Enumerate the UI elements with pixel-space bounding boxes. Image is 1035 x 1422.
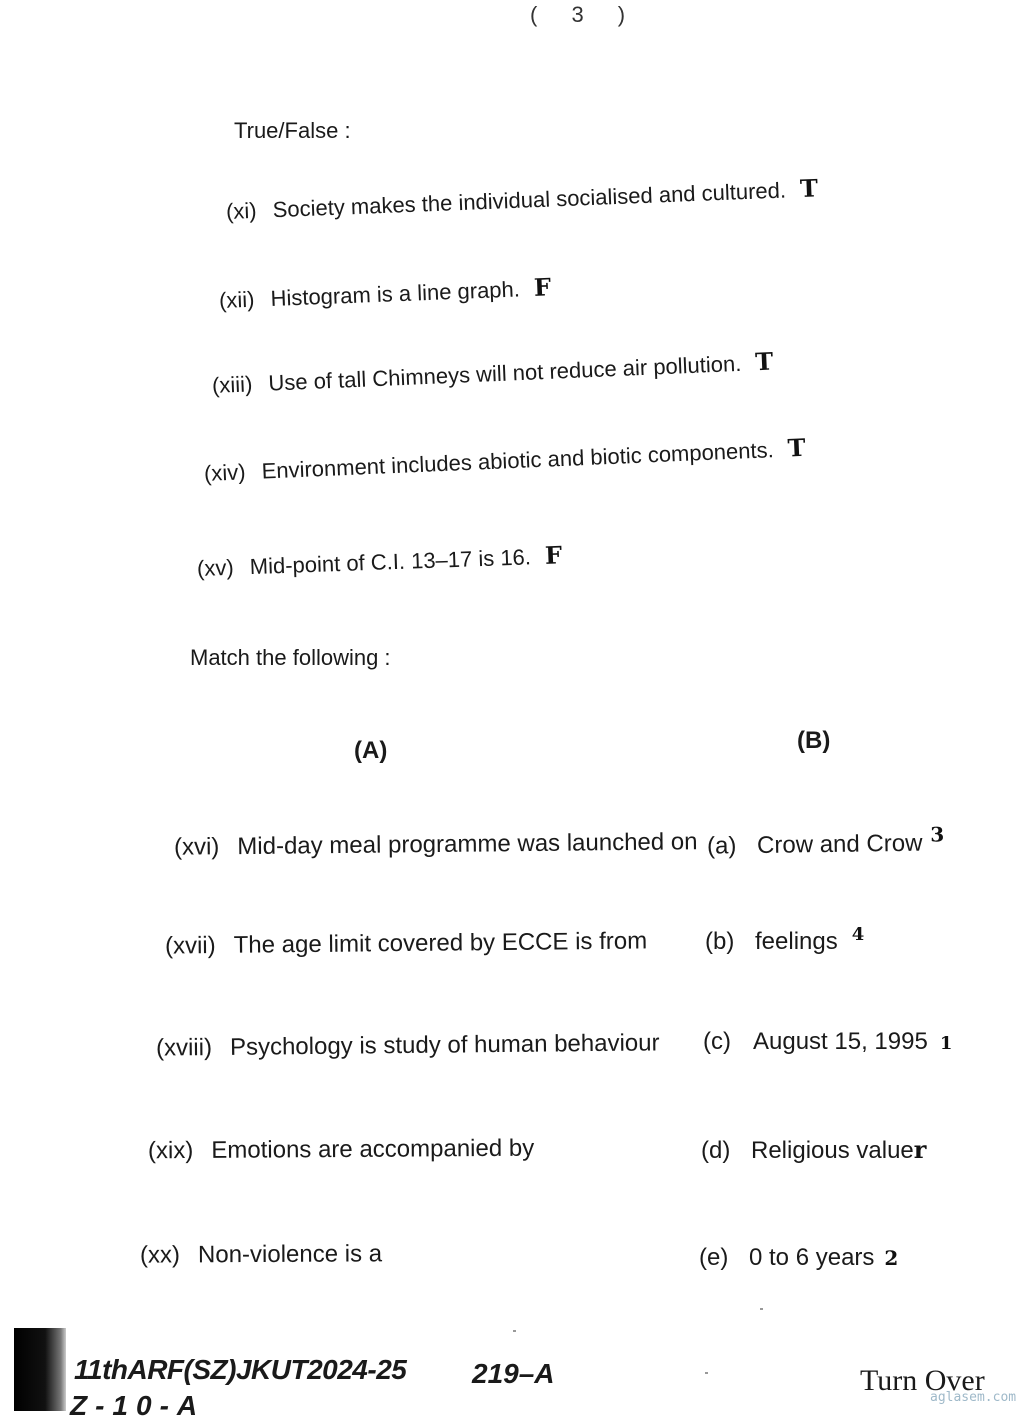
turn-over-label: Turn Over [860, 1364, 985, 1397]
tf-item-text: Histogram is a line graph. [270, 276, 521, 312]
scan-speck [760, 1308, 763, 1310]
match-answer-mark: r [913, 1135, 927, 1164]
match-item-number: (xx) [139, 1241, 181, 1269]
tf-item-number: (xii) [218, 286, 255, 313]
match-item-text: Emotions are accompanied by [211, 1134, 535, 1164]
match-item-number: (xix) [147, 1137, 194, 1165]
match-item-text: 0 to 6 years [749, 1244, 875, 1271]
column-b-heading: (B) [797, 727, 831, 754]
match-item-letter: (b) [705, 928, 735, 955]
match-answer-mark: 1 [939, 1033, 953, 1054]
tf-item-text: Mid-point of C.I. 13–17 is 16. [249, 544, 532, 580]
column-a-heading: (A) [354, 737, 388, 764]
tf-item-text: Use of tall Chimneys will not reduce air pollution. [267, 350, 742, 396]
match-item-b [701, 1135, 926, 1165]
tf-answer-mark: T [754, 346, 774, 377]
tf-item [218, 272, 551, 314]
true-false-title: True/False : [234, 118, 351, 143]
scan-speck [513, 1330, 516, 1332]
tf-item-text: Environment includes abiotic and biotic components. [261, 437, 775, 484]
paper-code-line2: Z-10-A [70, 1390, 206, 1421]
scan-edge-shadow [14, 1328, 66, 1411]
match-item-b [699, 1244, 898, 1272]
match-item-text: Religious value [751, 1137, 914, 1164]
match-item-text: Non-violence is a [197, 1240, 383, 1269]
tf-answer-mark: T [799, 173, 819, 203]
tf-item-number: (xiv) [203, 459, 247, 486]
match-item-a [174, 828, 698, 861]
match-item-b [707, 822, 945, 860]
match-item-letter: (a) [706, 832, 737, 860]
tf-answer-mark: F [533, 272, 552, 302]
tf-item [211, 346, 773, 398]
tf-item [225, 173, 818, 225]
match-item-letter: (c) [703, 1028, 731, 1055]
tf-item [196, 540, 562, 582]
scan-speck [705, 1372, 708, 1374]
match-item-number: (xvii) [164, 931, 216, 960]
tf-item-text: Society makes the individual socialised and cultured. [272, 177, 787, 223]
match-item-b [705, 924, 864, 956]
tf-answer-mark: T [787, 432, 807, 463]
match-title: Match the following : [190, 645, 391, 670]
match-item-number: (xviii) [155, 1034, 213, 1062]
match-item-a [165, 927, 647, 960]
match-item-letter: (d) [701, 1137, 731, 1164]
match-item-text: Psychology is study of human behaviour [229, 1029, 660, 1061]
match-item-text: The age limit covered by ECCE is from [233, 927, 648, 959]
match-item-b [703, 1028, 952, 1056]
match-item-text: Crow and Crow [756, 829, 923, 859]
paper-code: 11thARF(SZ)JKUT2024-25 [74, 1354, 407, 1385]
match-item-a [148, 1135, 534, 1166]
match-item-text: August 15, 1995 [753, 1028, 928, 1055]
match-item-number: (xvi) [173, 833, 220, 861]
match-item-a [156, 1029, 660, 1062]
match-item-letter: (e) [699, 1244, 729, 1271]
match-answer-mark: 2 [884, 1246, 899, 1270]
match-answer-mark: 3 [930, 822, 945, 847]
tf-answer-mark: F [544, 540, 563, 570]
tf-item-number: (xi) [225, 197, 258, 224]
tf-item-number: (xv) [196, 554, 235, 581]
tf-item [203, 433, 806, 487]
tf-item-number: (xiii) [211, 371, 253, 398]
match-answer-mark: 4 [851, 924, 865, 945]
match-item-a [140, 1240, 382, 1269]
match-item-text: feelings [755, 928, 838, 955]
watermark: aglasem.com [930, 1390, 1017, 1405]
match-item-text: Mid-day meal programme was launched on [237, 828, 698, 861]
paper-number: 219–A [472, 1358, 555, 1389]
page-number-mark: ( 3 ) [530, 2, 640, 27]
